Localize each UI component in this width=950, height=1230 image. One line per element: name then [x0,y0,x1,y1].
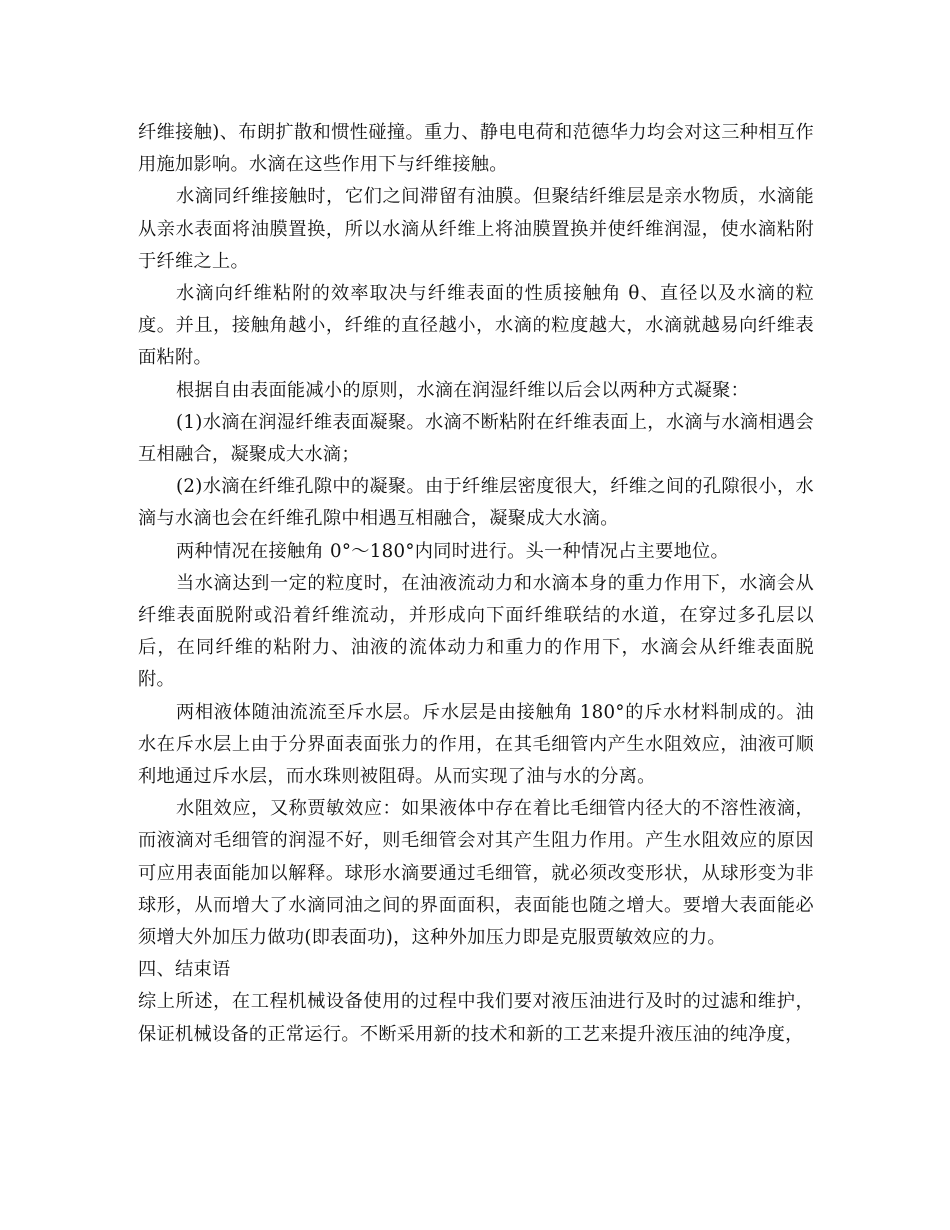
paragraph: 水滴向纤维粘附的效率取决与纤维表面的性质接触角 θ、直径以及水滴的粒度。并且，接触角越小，纤维的直径越小，水滴的粒度越大，水滴就越易向纤维表面粘附。 [138,283,814,369]
paragraph: 综上所述，在工程机械设备使用的过程中我们要对液压油进行及时的过滤和维护，保证机械设备的正常运行。不断采用新的技术和新的工艺来提升液压油的纯净度， [138,991,814,1045]
paragraph: 当水滴达到一定的粒度时，在油液流动力和水滴本身的重力作用下，水滴会从纤维表面脱附或沿着纤维流动，并形成向下面纤维联结的水道，在穿过多孔层以后，在同纤维的粘附力、油液的流体动力和重力的作用下，水滴会从纤维表面脱附。 [138,572,814,691]
section-heading: 四、结束语 [138,959,231,981]
paragraph-list-item: (2)水滴在纤维孔隙中的凝聚。由于纤维层密度很大，纤维之间的孔隙很小，水滴与水滴也会在纤维孔隙中相遇互相融合，凝聚成大水滴。 [138,476,814,530]
paragraph: 两种情况在接触角 0°～180°内同时进行。头一种情况占主要地位。 [176,540,730,562]
paragraph: 水阻效应，又称贾敏效应：如果液体中存在着比毛细管内径大的不溶性液滴，而液滴对毛细管的润湿不好，则毛细管会对其产生阻力作用。产生水阻效应的原因可应用表面能加以解释。球形水滴要通过毛细管，就必须改变形状，从球形变为非球形，从而增大了水滴同油之间的界面面积，表面能也随之增大。要增大表面能必须增大外加压力做功(即表面功)，这种外加压力即是克服贾敏效应的力。 [138,798,814,949]
paragraph-continued: 纤维接触)、布朗扩散和惯性碰撞。重力、静电电荷和范德华力均会对这三种相互作用施加影响。水滴在这些作用下与纤维接触。 [138,122,814,176]
document-body [138,117,814,1051]
paragraph-list-item: (1)水滴在润湿纤维表面凝聚。水滴不断粘附在纤维表面上，水滴与水滴相遇会互相融合，凝聚成大水滴； [138,411,814,466]
paragraph: 水滴同纤维接触时，它们之间滞留有油膜。但聚结纤维层是亲水物质，水滴能从亲水表面将油膜置换，所以水滴从纤维上将油膜置换并使纤维润湿，使水滴粘附于纤维之上。 [138,186,814,272]
paragraph: 两相液体随油流流至斥水层。斥水层是由接触角 180°的斥水材料制成的。油水在斥水层上由于分界面表面张力的作用，在其毛细管内产生水阻效应，油液可顺利地通过斥水层，而水珠则被阻碍。从而实现了油与水的分离。 [138,701,814,788]
paragraph: 根据自由表面能减小的原则，水滴在润湿纤维以后会以两种方式凝聚： [176,379,750,401]
